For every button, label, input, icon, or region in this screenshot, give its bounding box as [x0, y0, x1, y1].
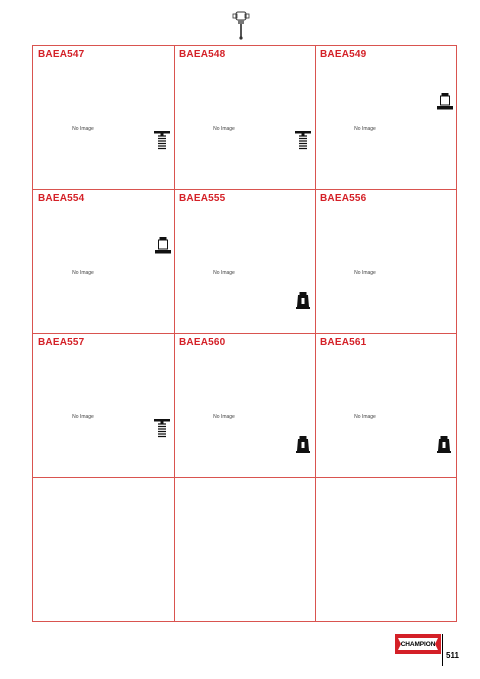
part-cell-baea554	[33, 190, 175, 334]
part-cell-baea547	[33, 46, 175, 190]
part-cell-baea557	[33, 334, 175, 478]
empty-cell	[174, 478, 316, 622]
part-code: BAEA560	[179, 337, 226, 348]
no-image-label: No Image	[213, 270, 235, 276]
no-image-label: No Image	[72, 126, 94, 132]
page-number: 511	[446, 651, 459, 660]
part-cell-baea561	[315, 334, 457, 478]
ignition-coil-icon	[231, 9, 251, 41]
spring-connector-icon	[154, 131, 170, 151]
part-code: BAEA549	[320, 49, 367, 60]
part-code: BAEA557	[38, 337, 85, 348]
part-cell-baea556	[315, 190, 457, 334]
no-image-label: No Image	[354, 126, 376, 132]
parts-grid	[32, 45, 457, 622]
spring-connector-icon	[295, 131, 311, 151]
cap-connector-icon	[437, 93, 453, 110]
boot-connector-icon	[296, 292, 310, 309]
boot-connector-icon	[437, 436, 451, 453]
boot-connector-icon	[296, 436, 310, 453]
no-image-label: No Image	[213, 414, 235, 420]
no-image-label: No Image	[72, 270, 94, 276]
no-image-label: No Image	[72, 414, 94, 420]
part-code: BAEA547	[38, 49, 85, 60]
part-code: BAEA555	[179, 193, 226, 204]
part-cell-baea555	[174, 190, 316, 334]
footer-divider	[442, 634, 443, 666]
no-image-label: No Image	[354, 270, 376, 276]
champion-logo	[395, 634, 441, 654]
part-cell-baea549	[315, 46, 457, 190]
part-code: BAEA548	[179, 49, 226, 60]
no-image-label: No Image	[354, 414, 376, 420]
part-code: BAEA554	[38, 193, 85, 204]
brand-name: CHAMPION	[400, 640, 436, 648]
empty-cell	[315, 478, 457, 622]
part-cell-baea560	[174, 334, 316, 478]
empty-cell	[33, 478, 175, 622]
spring-connector-icon	[154, 419, 170, 439]
cap-connector-icon	[155, 237, 171, 254]
part-code: BAEA556	[320, 193, 367, 204]
part-cell-baea548	[174, 46, 316, 190]
no-image-label: No Image	[213, 126, 235, 132]
part-code: BAEA561	[320, 337, 367, 348]
